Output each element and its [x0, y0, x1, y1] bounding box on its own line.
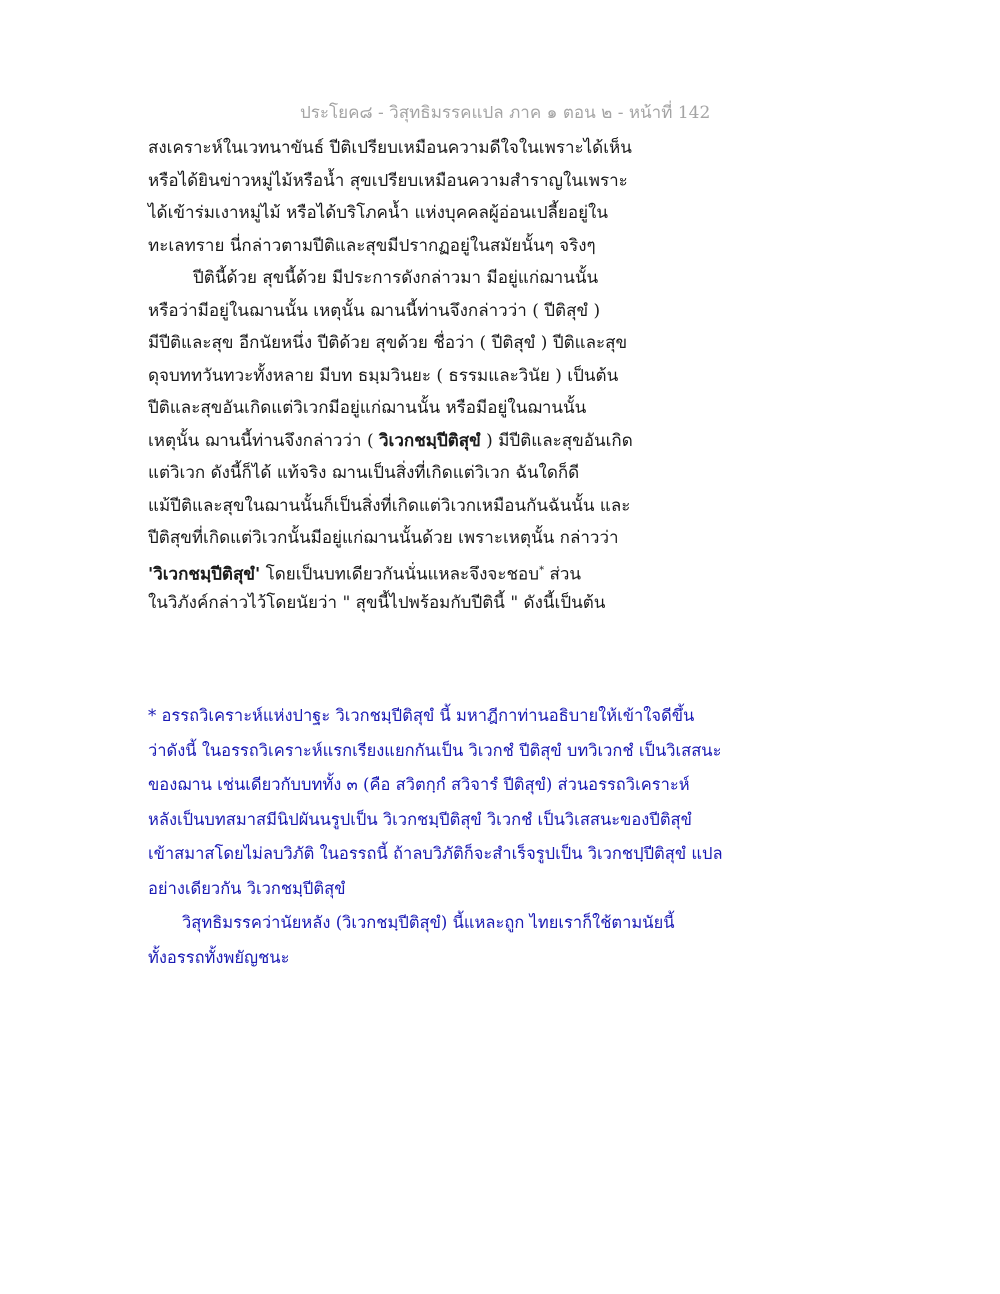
text-line: หรือได้ยินข่าวหมู่ไม้หรือน้ำ สุขเปรียบเหมือนความสำราญในเพราะ [148, 170, 628, 191]
text-line: ปีติและสุขอันเกิดแต่วิเวกมีอยู่แก่ฌานนั้น หรือมีอยู่ในฌานนั้น [148, 398, 587, 418]
text-line: มีปีติและสุข อีกนัยหนึ่ง ปีติด้วย สุขด้วย ชื่อว่า ( ปีติสุขํ ) ปีติและสุข [148, 333, 628, 353]
bold-term: 'วิเวกชมฺปีติสุขํ' [148, 564, 261, 585]
footnote-line: ว่าดังนี้ ในอรรถวิเคราะห์แรกเรียงแยกกันเป็น วิเวกชํ ปีติสุขํ บทวิเวกชํ เป็นวิเสสนะ [148, 740, 722, 760]
text-run: เหตุนั้น ฌานนี้ท่านจึงกล่าวว่า ( [148, 430, 379, 451]
footnote-line: ของฌาน เช่นเดียวกับบททั้ง ๓ (คือ สวิตกฺกํ สวิจารํ ปีติสุขํ) ส่วนอรรถวิเคราะห์ [148, 775, 690, 794]
text-line: ดุจบททวันทวะทั้งหลาย มีบท ธมฺมวินยะ ( ธรรมและวินัย ) เป็นต้น [148, 365, 619, 386]
text-line: ปีตินี้ด้วย สุขนี้ด้วย มีประการดังกล่าวมา มีอยู่แก่ฌานนั้น [193, 268, 599, 288]
text-line: หรือว่ามีอยู่ในฌานนั้น เหตุนั้น ฌานนี้ท่านจึงกล่าวว่า ( ปีติสุขํ ) [148, 300, 601, 321]
text-line: สงเคราะห์ในเวทนาขันธ์ ปีติเปรียบเหมือนความดีใจในเพราะได้เห็น [148, 138, 632, 158]
text-line: ทะเลทราย นี่กล่าวตามปีติและสุขมีปรากฏอยู่ในสมัยนั้นๆ จริงๆ [148, 235, 596, 256]
footnote-line: ทั้งอรรถทั้งพยัญชนะ [148, 947, 290, 967]
text-line: ปีติสุขที่เกิดแต่วิเวกนั้นมีอยู่แก่ฌานนั้นด้วย เพราะเหตุนั้น กล่าวว่า [148, 528, 619, 548]
text-line [148, 555, 708, 588]
page-header: ประโยค๘ - วิสุทธิมรรคแปล ภาค ๑ ตอน ๒ - หน้าที่ 142 [300, 103, 711, 123]
footnote-line: * อรรถวิเคราะห์แห่งปาฐะ วิเวกชมฺปีติสุขํ นี้ มหาฎีกาท่านอธิบายให้เข้าใจดีขึ้น [148, 706, 695, 725]
footnote-line: วิสุทธิมรรคว่านัยหลัง (วิเวกชมฺปีติสุขํ) นี้แหละถูก ไทยเราก็ใช้ตามนัยนี้ [182, 913, 675, 932]
text-run: ส่วน [544, 564, 582, 585]
text-line: แม้ปีติและสุขในฌานนั้นก็เป็นสิ่งที่เกิดแต่วิเวกเหมือนกันฉันนั้น และ [148, 495, 631, 516]
text-line: ในวิภังค์กล่าวไว้โดยนัยว่า " สุขนี้ไปพร้อมกับปีตินี้ " ดังนี้เป็นต้น [148, 593, 606, 613]
footnote-line: หลังเป็นบทสมาสมีนิปผันนรูปเป็น วิเวกชมฺปีติสุขํ วิเวกชํ เป็นวิเสสนะของปีติสุขํ [148, 809, 692, 829]
main-text [148, 132, 708, 620]
text-run: โดยเป็นบทเดียวกันนั่นแหละจึงจะชอบ [260, 564, 540, 585]
text-run: ) มีปีติและสุขอันเกิด [480, 430, 633, 451]
text-line: แต่วิเวก ดังนี้ก็ได้ แท้จริง ฌานเป็นสิ่งที่เกิดแต่วิเวก ฉันใดก็ดี [148, 463, 580, 483]
text-line [148, 425, 708, 458]
footnote-marker: * [539, 564, 545, 576]
footnote [148, 699, 768, 975]
footnote-line: เข้าสมาสโดยไม่ลบวิภัติ ในอรรถนี้ ถ้าลบวิภัติก็จะสำเร็จรูปเป็น วิเวกชปฺปีติสุขํ แปล [148, 844, 723, 863]
text-line: ได้เข้าร่มเงาหมู่ไม้ หรือได้บริโภคน้ำ แห่งบุคคลผู้อ่อนเปลี้ยอยู่ใน [148, 203, 608, 223]
bold-term: วิเวกชมฺปีติสุขํ [379, 430, 481, 451]
footnote-line: อย่างเดียวกัน วิเวกชมฺปีติสุขํ [148, 878, 346, 898]
